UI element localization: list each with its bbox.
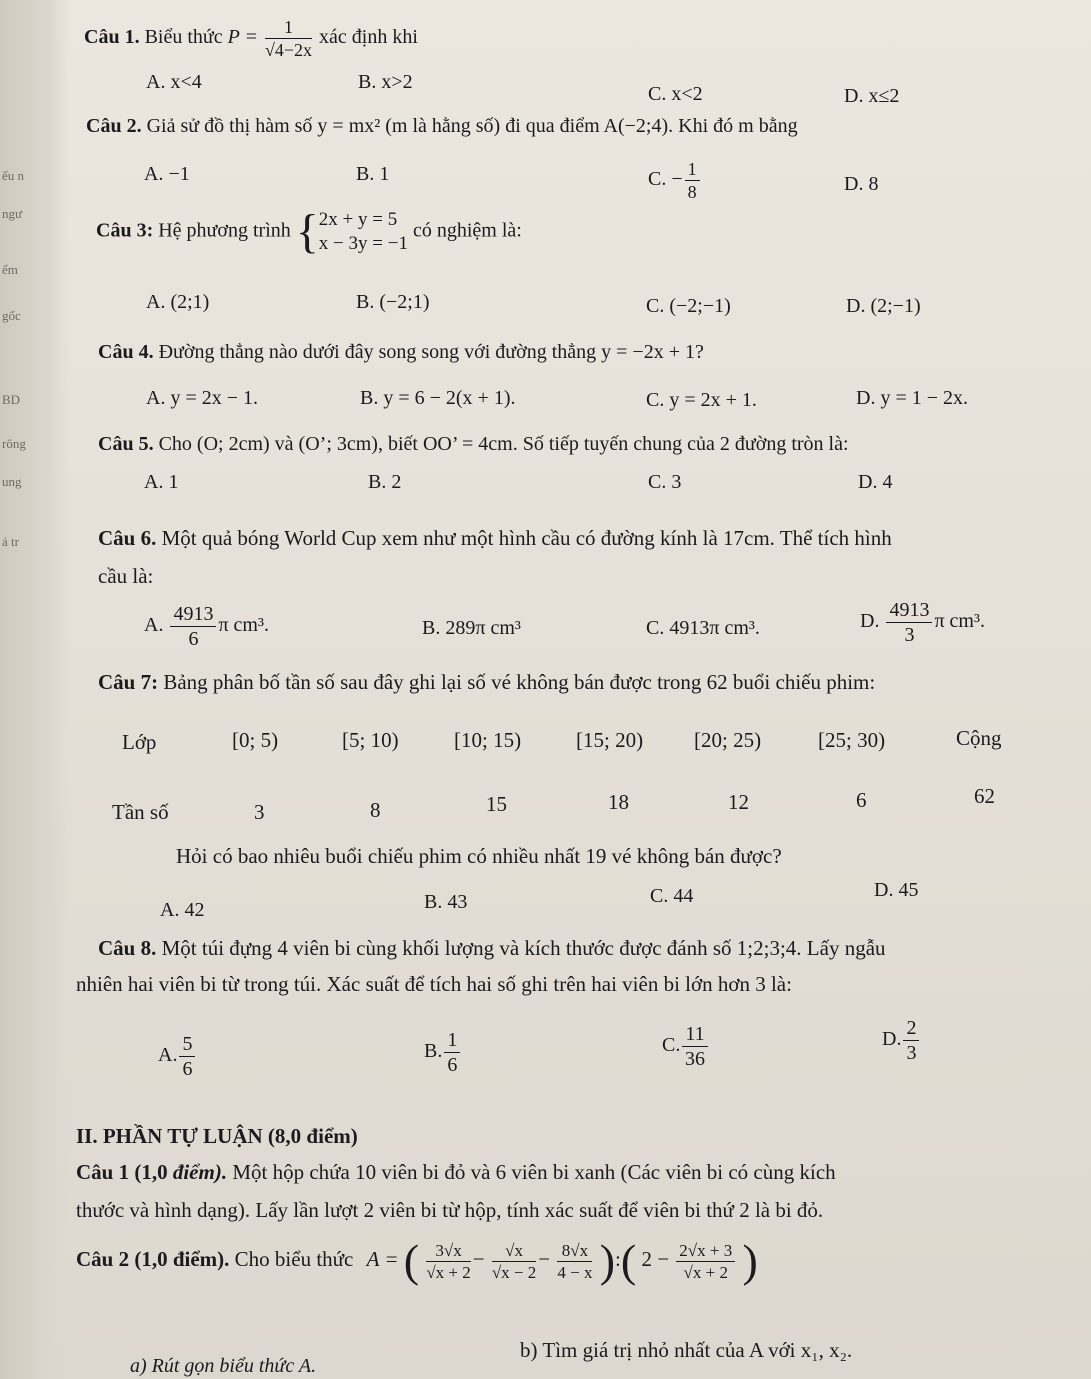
q5-option-a[interactable]: A. 1	[144, 471, 179, 493]
table-cell: Cộng	[956, 726, 1002, 750]
q2-option-b[interactable]: B. 1	[356, 163, 390, 185]
question-3-stem: Câu 3: Hệ phương trình { 2x + y = 5 x − 3y = −1 có nghiệm là:	[96, 205, 522, 258]
part-2-heading: II. PHẦN TỰ LUẬN (8,0 điểm)	[76, 1124, 358, 1148]
q3-option-c[interactable]: C. (−2;−1)	[646, 295, 731, 317]
question-5-stem: Câu 5. Cho (O; 2cm) và (O’; 3cm), biết OO’ = 4cm. Số tiếp tuyến chung của 2 đường tròn là:	[98, 433, 849, 455]
question-1-stem: Câu 1. Biểu thức P = $\frac{1}{√4-2x}$ xác định khi	[84, 17, 418, 60]
table-cell: 3	[254, 800, 265, 824]
margin-fragment: ếu n	[2, 168, 25, 183]
table-cell: 8	[370, 798, 381, 822]
previous-page-margin	[0, 0, 70, 1379]
question-6-stem: Câu 6. Một quả bóng World Cup xem như một hình cầu có đường kính là 17cm. Thể tích hình	[98, 526, 892, 550]
q1-option-b[interactable]: B. x>2	[358, 71, 413, 93]
q5-option-c[interactable]: C. 3	[648, 471, 682, 493]
margin-fragment: ung	[2, 474, 22, 489]
margin-fragment: ngư	[2, 206, 23, 221]
margin-fragment: ểm	[2, 262, 18, 277]
q3-option-b[interactable]: B. (−2;1)	[356, 291, 430, 313]
q8-option-c[interactable]: C. $\frac{11}{36}$	[662, 1024, 710, 1069]
q7-option-c[interactable]: C. 44	[650, 885, 694, 907]
q1-option-a[interactable]: A. x<4	[146, 71, 202, 93]
essay-question-2: Câu 2 (1,0 điểm). Cho biểu thức A = ( $\frac{3√x}{√x + 2}$ − $\frac{√x}{√x - 2}$ − $\frac{8√x}{4 - x}$ ):( 2 − $\frac{2√x + 3}{√x + 2}$ )	[76, 1235, 758, 1286]
q3-option-a[interactable]: A. (2;1)	[146, 291, 210, 313]
q8-option-a[interactable]: A. $\frac{5}{6}$	[158, 1034, 197, 1079]
q1-option-d[interactable]: D. x≤2	[844, 85, 900, 107]
table-cell: [25; 30)	[818, 728, 886, 752]
margin-fragment: gốc	[2, 308, 21, 323]
table-row-head: Tần số	[112, 800, 169, 824]
q2-option-c[interactable]: C. − $\frac{1}{8}$	[648, 160, 702, 201]
q8-option-d[interactable]: D. $\frac{2}{3}$	[882, 1018, 921, 1063]
q6-option-a[interactable]: A. $\frac{4913}{6}$ π cm³.	[144, 603, 269, 650]
q2-option-a[interactable]: A. −1	[144, 163, 190, 185]
q8-option-b[interactable]: B. $\frac{1}{6}$	[424, 1030, 462, 1075]
q2-option-d[interactable]: D. 8	[844, 173, 879, 195]
table-cell: [10; 15)	[454, 728, 522, 752]
q4-option-d[interactable]: D. y = 1 − 2x.	[856, 387, 969, 409]
q5-option-b[interactable]: B. 2	[368, 471, 402, 493]
q7-option-d[interactable]: D. 45	[874, 879, 919, 901]
q1-option-c[interactable]: C. x<2	[648, 83, 703, 105]
table-cell: 18	[608, 790, 629, 814]
margin-fragment: á tr	[2, 534, 19, 549]
q6-option-d[interactable]: D. $\frac{4913}{3}$ π cm³.	[860, 599, 985, 646]
table-cell: 62	[974, 784, 995, 808]
margin-fragment: rông	[2, 436, 26, 451]
essay-question-1-cont: thước và hình dạng). Lấy lần lượt 2 viên bi từ hộp, tính xác suất để viên bi thứ 2 là bi đỏ.	[76, 1198, 824, 1222]
question-2-stem: Câu 2. Giả sử đồ thị hàm số y = mx² (m là hằng số) đi qua điểm A(−2;4). Khi đó m bằng	[86, 115, 798, 137]
question-8-stem-cont: nhiên hai viên bi từ trong túi. Xác suất để tích hai số ghi trên hai viên bi lớn hơn 3 là:	[76, 972, 792, 996]
q7-option-b[interactable]: B. 43	[424, 891, 468, 913]
essay-2-part-a: a) Rút gọn biểu thức A.	[130, 1355, 317, 1377]
table-cell: 15	[486, 792, 507, 816]
q4-option-b[interactable]: B. y = 6 − 2(x + 1).	[360, 387, 516, 409]
essay-question-1: Câu 1 (1,0 điểm). Một hộp chứa 10 viên bi đỏ và 6 viên bi xanh (Các viên bi có cùng kích	[76, 1160, 836, 1184]
q4-option-c[interactable]: C. y = 2x + 1.	[646, 389, 757, 411]
q7-option-a[interactable]: A. 42	[160, 899, 205, 921]
table-cell: [15; 20)	[576, 728, 644, 752]
table-cell: [20; 25)	[694, 728, 762, 752]
q6-option-b[interactable]: B. 289π cm³	[422, 617, 521, 639]
essay-2-part-b: b) Tìm giá trị nhỏ nhất của A với x₁, x₂.	[520, 1338, 853, 1362]
table-cell: [0; 5)	[232, 728, 279, 752]
question-7-stem: Câu 7: Bảng phân bố tần số sau đây ghi lại số vé không bán được trong 62 buổi chiếu phim:	[98, 670, 876, 694]
q4-option-a[interactable]: A. y = 2x − 1.	[146, 387, 259, 409]
question-4-stem: Câu 4. Đường thẳng nào dưới đây song song với đường thẳng y = −2x + 1?	[98, 341, 704, 363]
q5-option-d[interactable]: D. 4	[858, 471, 893, 493]
question-8-stem: Câu 8. Một túi đựng 4 viên bi cùng khối lượng và kích thước được đánh số 1;2;3;4. Lấy ngẫu	[98, 936, 886, 960]
table-cell: 12	[728, 790, 749, 814]
table-cell: [5; 10)	[342, 728, 399, 752]
question-6-stem-cont: cầu là:	[98, 564, 154, 588]
q3-option-d[interactable]: D. (2;−1)	[846, 295, 921, 317]
margin-fragment: BD	[2, 392, 21, 407]
q6-option-c[interactable]: C. 4913π cm³.	[646, 617, 760, 639]
table-cell: 6	[856, 788, 867, 812]
table-row-head: Lớp	[122, 730, 157, 754]
question-7-ask: Hỏi có bao nhiêu buổi chiếu phim có nhiều nhất 19 vé không bán được?	[176, 844, 782, 868]
